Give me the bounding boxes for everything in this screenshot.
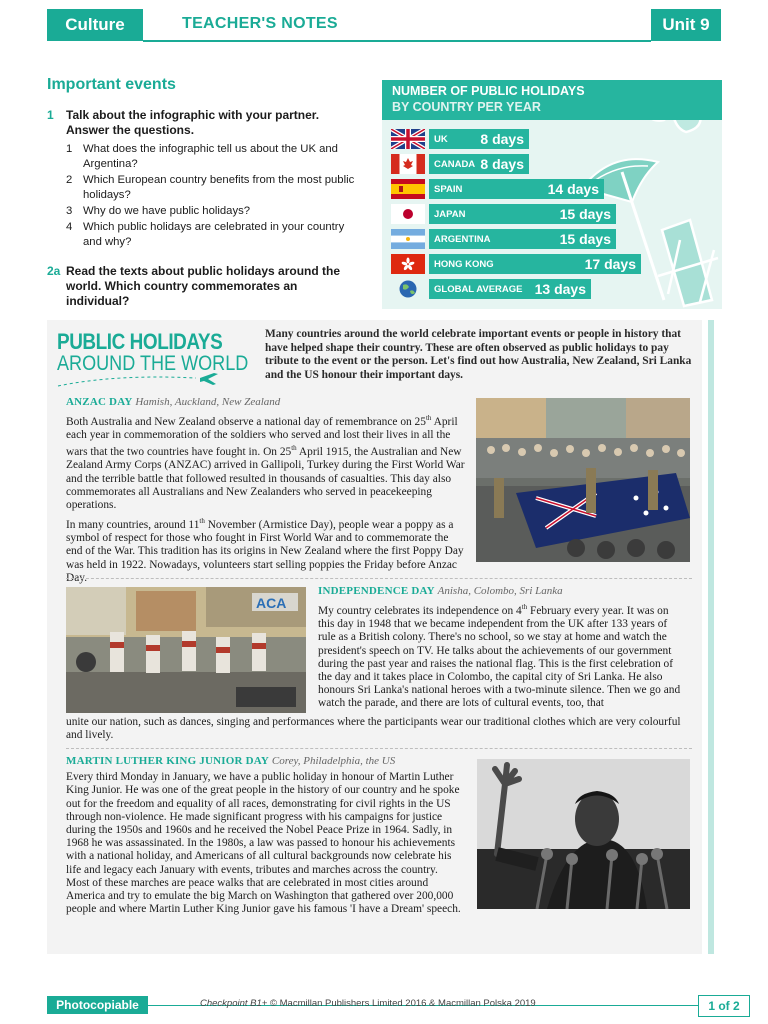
sub-question-number: 2 [66,174,73,186]
uk-flag-icon [391,129,425,149]
holidays-infographic [382,80,722,309]
chart-row [391,279,591,299]
mlk-author: Corey, Philadelphia, the US [271,755,396,767]
sub-question-number: 3 [66,205,73,217]
independence-parade-photo [66,587,306,713]
infographic-title [382,80,722,120]
header-rule [143,40,651,42]
chart-category-label: GLOBAL AVERAGE [434,283,523,295]
anzac-paragraph-2: In many countries, around 11th November (Armistice Day), people wear a poppy as a symbol of respect for those who fought in First World War and to commemorate the end of the War. This tradition has its origins in New Zealand where the first Poppy Day was held in 1922. Nowadays, volunteers start selling poppies the Friday before Anzac Day. [66,517,464,584]
chart-value-label: 15 days [559,231,611,247]
hong-kong-flag-icon [391,254,425,274]
chart-value-label: 15 days [559,206,611,222]
mlk-paragraph: Every third Monday in January, we have a public holiday in honour of Martin Luther King Junior. He was one of the great people in the history of our country and he spoke out for the freedom and equality of all races, demonstrating for civil rights in the US through non-violence. He made significant progress with his campaigns for justice during the 1950s and 1960s and he received the Nobel Peace Prize in 1964. Sadly, in 1968 he was assassinated. In the 1980s, a law was passed to honour his achievements with a national holiday, and Americans of all cultural backgrounds now celebrate his life and legacy each January with events, tributes and marches across the country. Most of these marches are peace walks that are celebrated in most cities around America and try to emulate the big March on Washington that gathered over 200,000 people and where Martin Luther King Junior gave his famous 'I have a Dream' speech. [66,771,461,916]
mlk-speech-photo [477,759,690,909]
sub-question-text: What does the infographic tell us about the UK and Argentina? [83,143,338,170]
list-item [66,220,356,250]
question-2a-text: Read the texts about public holidays around the world. Which country commemorates an individual? [66,264,341,308]
question-1-text: Talk about the infographic with your partner. Answer the questions. [66,108,320,137]
chart-bar [429,279,591,299]
chart-value-label: 14 days [547,181,599,197]
infographic-title-line-2: BY COUNTRY PER YEAR [392,100,541,114]
question-1-number: 1 [47,108,54,122]
chart-value-label: 8 days [480,131,524,147]
argentina-flag-icon [391,229,425,249]
mlk-section [66,755,464,916]
chart-value-label: 8 days [480,156,524,172]
section-title: Important events [47,76,176,93]
sub-question-number: 4 [66,221,73,233]
anzac-section [66,396,466,585]
sub-question-number: 1 [66,143,73,155]
chart-row [391,179,604,199]
chart-category-label: CANADA [434,158,476,170]
culture-tab: Culture [47,9,143,41]
teachers-notes-label: TEACHER'S NOTES [182,15,338,32]
chart-row [391,229,616,249]
chart-row [391,204,616,224]
article-intro: Many countries around the world celebrate important events or people in history that have helped shape their country. These are often observed as public holidays to pay tribute to the event or the person. Let's find out how Australia, New Zealand, Sri Lanka and the US honour their important days. [265,328,692,381]
independence-section [318,585,684,711]
chart-category-label: SPAIN [434,183,463,195]
chart-row [391,154,529,174]
chart-bar [429,179,604,199]
list-item [66,204,356,219]
sub-question-text: Why do we have public holidays? [83,205,251,217]
article-subtitle: AROUND THE WORLD [57,352,249,375]
section-divider [66,578,692,579]
anzac-paragraph-1: Both Australia and New Zealand observe a national day of remembrance on 25th April each year in commemoration of the soldiers who served and lost their lives in all the wars that the two countries have fought in. On 25th April 1915, the Australian and New Zealand Army Corps (ANZAC) arrived in Gallipoli, Turkey during the First World War and the terrible battle that followed resulted in thousands of casualties. This day also commemorates all Australians and New Zealanders who served in peacekeeping operations. [66,414,465,512]
chart-category-label: UK [434,133,448,145]
page-number: 1 of 2 [698,995,750,1017]
anzac-author: Hamish, Auckland, New Zealand [135,396,281,408]
chart-value-label: 13 days [534,281,586,297]
sub-question-text: Which European country benefits from the most public holidays? [83,174,355,201]
chart-value-label: 17 days [584,256,636,272]
chart-row [391,254,641,274]
anzac-heading [66,396,466,409]
chart-category-label: HONG KONG [434,258,494,270]
shop-sign-text: ACA [256,595,287,611]
copyright-text [200,998,536,1009]
chart-category-label: ARGENTINA [434,233,491,245]
japan-flag-icon [391,204,425,224]
independence-title: INDEPENDENCE DAY [318,585,435,597]
article-edge [708,320,714,954]
canada-flag-icon [391,154,425,174]
list-item [66,173,356,203]
independence-paragraph-tail: unite our nation, such as dances, singing and performances where the participants wear our traditional clothes which are very colourful and lively. [66,716,681,742]
photocopiable-badge: Photocopiable [47,996,148,1014]
article-title: PUBLIC HOLIDAYS [57,329,223,354]
independence-heading [318,585,684,598]
chart-bar [429,229,616,249]
chart-bar [429,254,641,274]
sub-question-list [66,142,356,251]
chart-category-label: JAPAN [434,208,466,220]
mlk-title: MARTIN LUTHER KING JUNIOR DAY [66,755,270,767]
airplane-icon [56,368,221,388]
sub-question-text: Which public holidays are celebrated in your country and why? [83,221,345,248]
independence-paragraph: My country celebrates its independence on 4th February every year. It was on this day in 1948 that we became independent from the UK after 133 years of rule as a British colony. There's no school, so we stay at home and watch the president's speech on TV. He talks about the achievements of our government during the past year and raises the national flag. This is the first celebration of the day and it takes place in Colombo, the capital city of Sri Lanka. He also honours Sri Lanka's national heroes with a two-minute silence. Then we go and watch the parade, and there are lots of cultural events, too, that [318,603,681,710]
section-divider [66,748,692,749]
unit-tab: Unit 9 [651,9,721,41]
chart-row [391,129,529,149]
anzac-parade-photo [476,398,690,562]
mlk-heading [66,755,464,768]
infographic-title-line-1: NUMBER OF PUBLIC HOLIDAYS [392,84,585,98]
chart-bar [429,154,529,174]
chart-bar [429,129,529,149]
anzac-title: ANZAC DAY [66,396,133,408]
question-2a-number: 2a [47,264,61,278]
independence-author: Anisha, Colombo, Sri Lanka [437,585,563,597]
spain-flag-icon [391,179,425,199]
chart-bar [429,204,616,224]
book-title: Checkpoint B1+ [200,998,268,1009]
copyright-rest: © Macmillan Publishers Limited 2016 & Macmillan Polska 2019 [267,998,536,1009]
globe-icon [391,279,425,299]
list-item [66,142,356,172]
